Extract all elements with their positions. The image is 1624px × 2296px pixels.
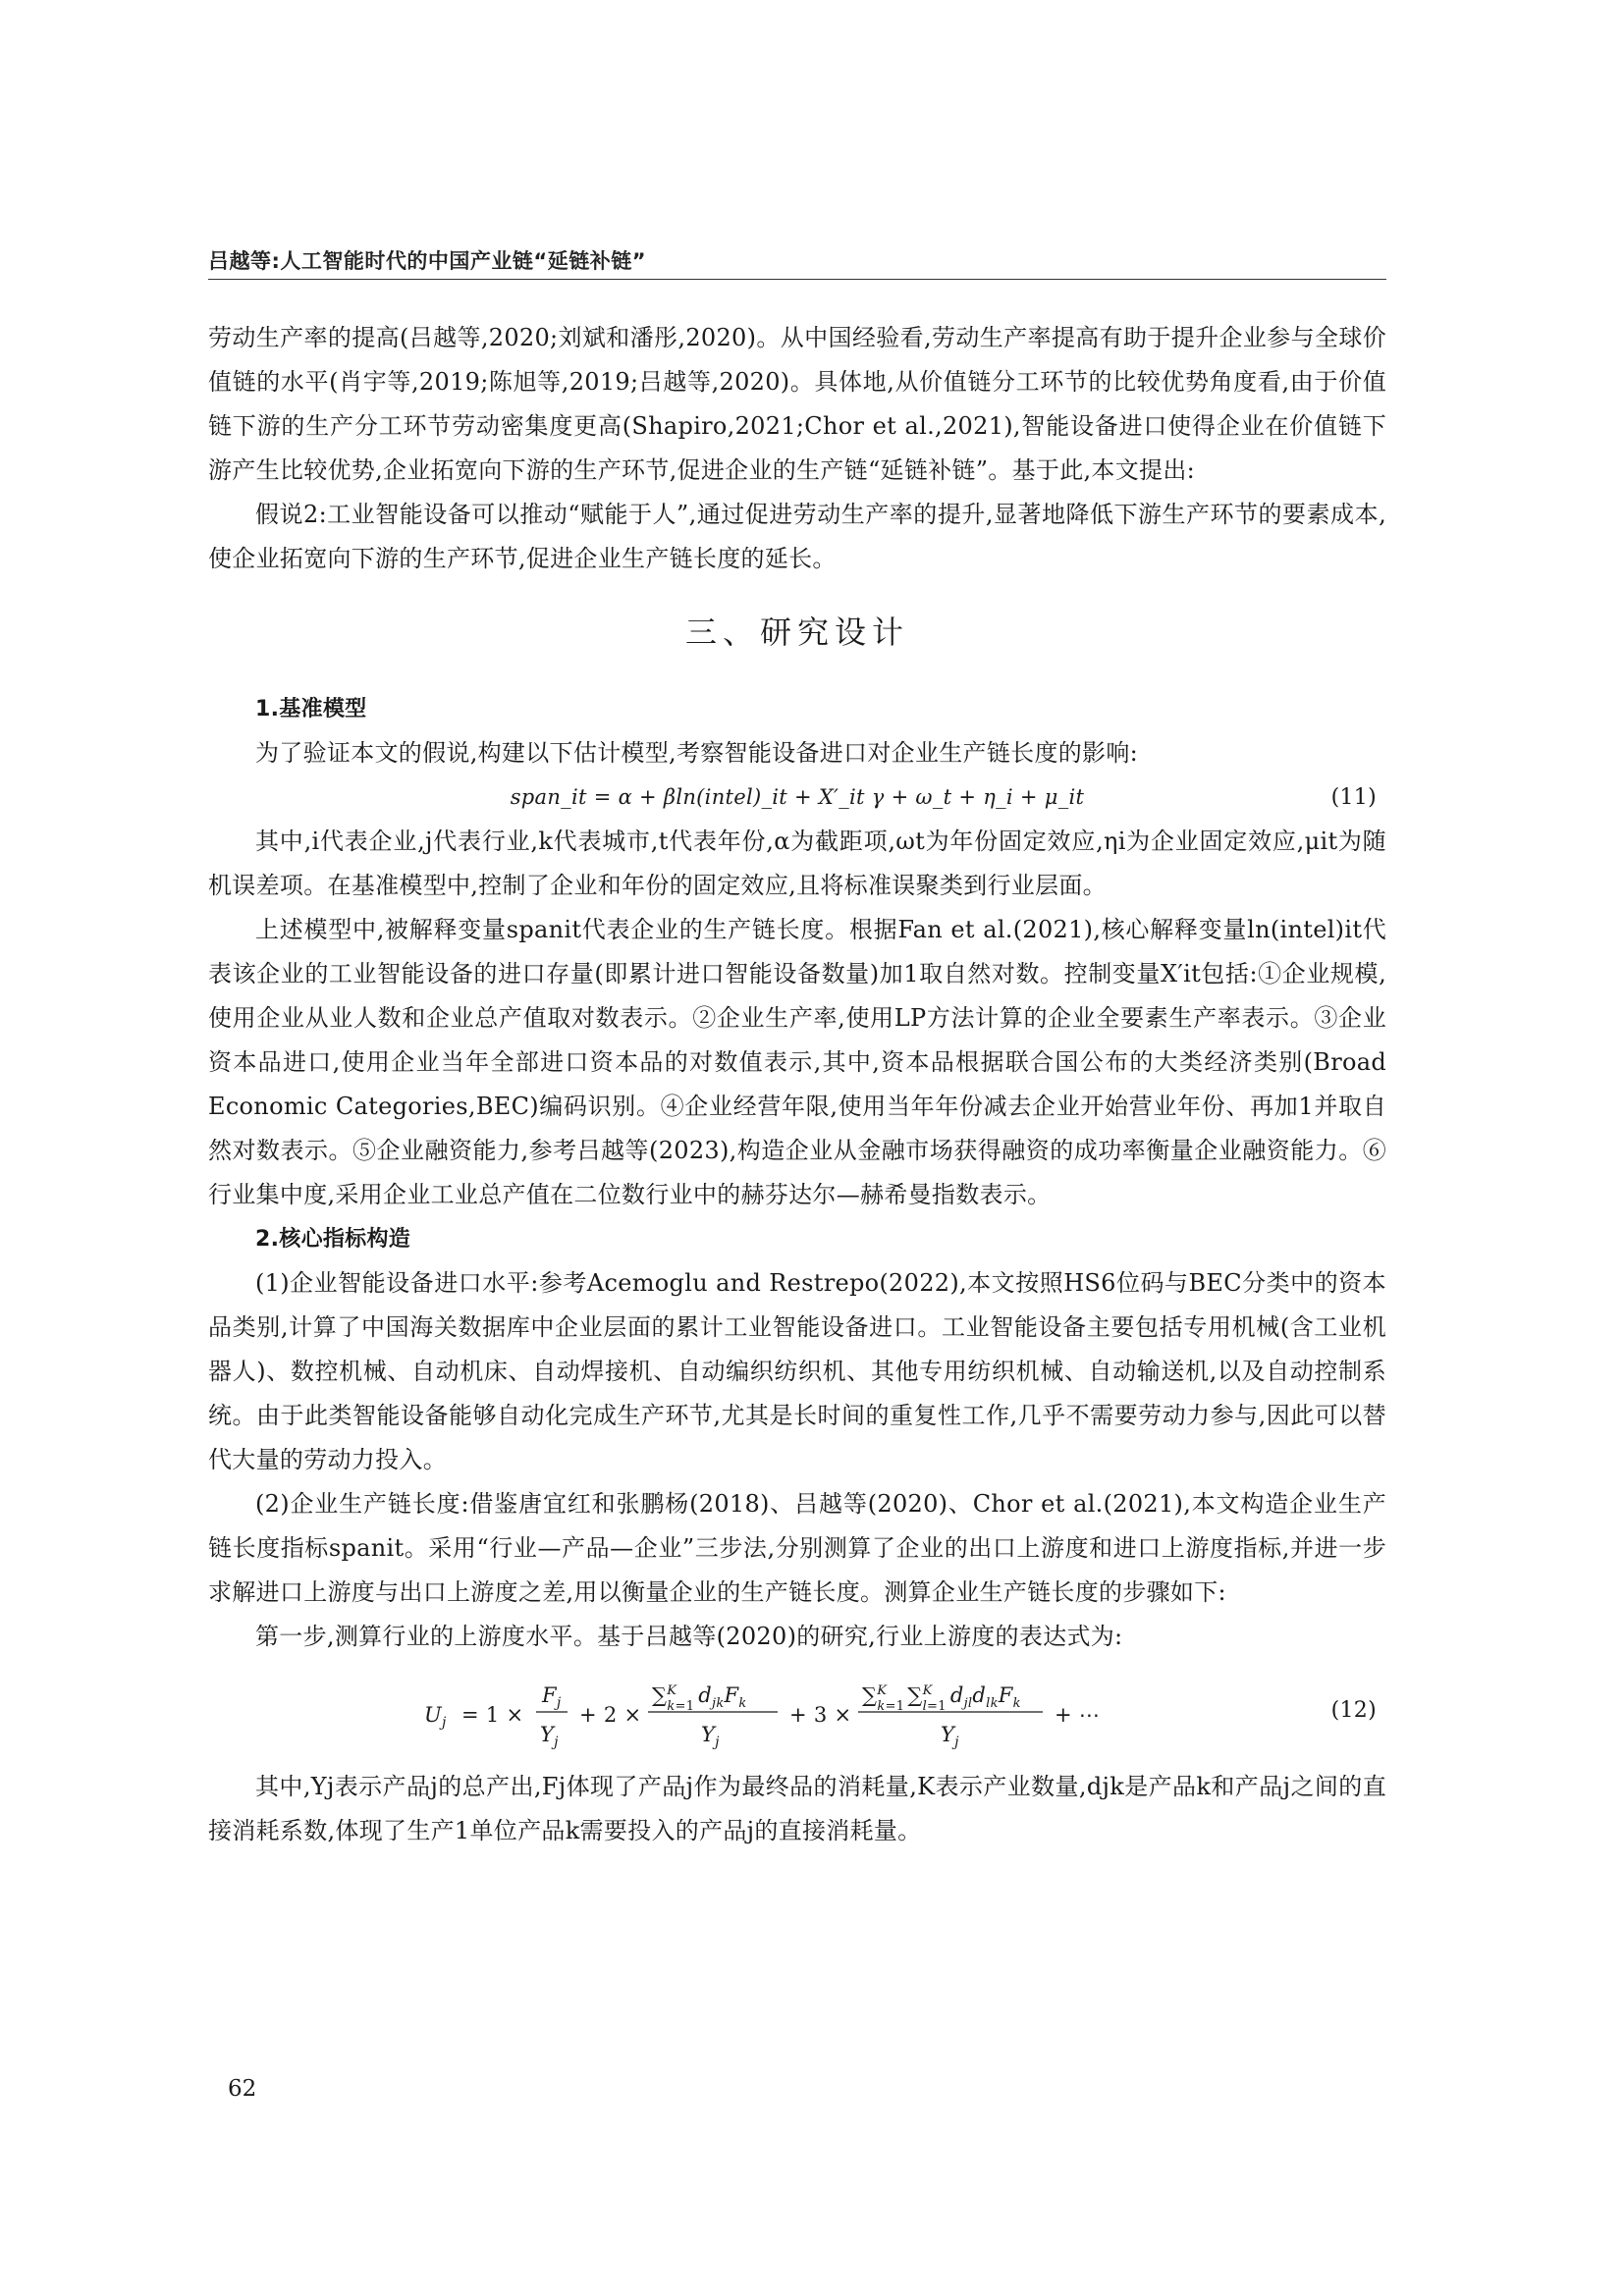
equation-11-body: span_it = α + βln(intel)_it + X′_it γ + ω_t + η_i + μ_it [510,785,1085,809]
svg-text:∑Kk=1∑Kl=1djldlkFk: ∑$^K$ k=1 ∑$^K$ l=1 $d_{jl}d_{lk}F_k$ [862,1683,1021,1714]
subheading-core-indicators: 2.核心指标构造 [255,1227,411,1252]
svg-text:+ 3 ×: + 3 × [789,1703,852,1727]
paragraph-1: 劳动生产率的提高(吕越等,2020;刘斌和潘彤,2020)。从中国经验看,劳动生产率提高有助于提升企业参与全球价值链的水平(肖宇等,2019;陈旭等,2019;吕越等,2020)。具体地,从价值链分工环节的比较优势角度看,由于价值链下游的生产分工环节劳动密集度更高(Shapiro,2021;Chor et al.,2021),智能设备进口使得企业在价值链下游产生比较优势,企业拓宽向下游的生产环节,促进企业的生产链“延链补链”。基于此,本文提出: [208,324,1386,484]
equation-12-formula [405,1667,1210,1760]
subheading-baseline-model: 1.基准模型 [255,697,367,721]
svg-text:∑Kk=1djkFk: ∑$^K$ k=1 $d_{jk}F_k$ [652,1683,747,1714]
paragraph-intelligent-imports: (1)企业智能设备进口水平:参考Acemoglu and Restrepo(2022),本文按照HS6位码与BEC分类中的资本品类别,计算了中国海关数据库中企业层面的累计工业智能设备进口。工业智能设备主要包括专用机械(含工业机器人)、数控机械、自动机床、自动焊接机、自动编织纺织机、其他专用纺织机械、自动输送机,以及自动控制系统。由于此类智能设备能够自动化完成生产环节,尤其是长时间的重复性工作,几乎不需要劳动力参与,因此可以替代大量的劳动力投入。 [208,1269,1386,1473]
header-rule [208,279,1386,280]
equation-11 [208,775,1386,820]
svg-text:Yj: $Y_j$ [540,1723,559,1750]
svg-text:+ ⋯: + ⋯ [1055,1703,1101,1727]
hypothesis-2: 假说2:工业智能设备可以推动“赋能于人”,通过促进劳动生产率的提升,显著地降低下游生产环节的要素成本,使企业拓宽向下游的生产环节,促进企业生产链长度的延长。 [208,501,1386,572]
equation-11-number: (11) [1330,785,1377,810]
svg-text:Uj: $U_j$ [424,1703,447,1731]
equation-12-number: (12) [1330,1698,1377,1723]
paragraph-upstream-notation: 其中,Yj表示产品j的总产出,Fj体现了产品j作为最终品的消耗量,K表示产业数量,djk是产品k和产品j之间的直接消耗系数,体现了生产1单位产品k需要投入的产品j的直接消耗量。 [208,1773,1386,1844]
running-header: 吕越等:人工智能时代的中国产业链“延链补链” [208,249,646,273]
svg-text:= 1 ×: = 1 × [461,1703,524,1727]
article-body [208,316,1386,1853]
equation-12 [208,1663,1386,1761]
paragraph-chain-length: (2)企业生产链长度:借鉴唐宜红和张鹏杨(2018)、吕越等(2020)、Chor et al.(2021),本文构造企业生产链长度指标spanit。采用“行业—产品—企业”三步法,分别测算了企业的出口上游度和进口上游度指标,并进一步求解进口上游度与出口上游度之差,用以衡量企业的生产链长度。测算企业生产链长度的步骤如下: [208,1490,1386,1606]
svg-text:Yj: $Y_j$ [941,1723,959,1750]
paragraph-model-intro: 为了验证本文的假说,构建以下估计模型,考察智能设备进口对企业生产链长度的影响: [255,739,1139,767]
svg-text:+ 2 ×: + 2 × [579,1703,642,1727]
svg-text:Fj: $F_j$ [542,1683,562,1711]
svg-text:Yj: $Y_j$ [701,1723,720,1750]
paragraph-variable-notation: 其中,i代表企业,j代表行业,k代表城市,t代表年份,α为截距项,ωt为年份固定效应,ηi为企业固定效应,μit为随机误差项。在基准模型中,控制了企业和年份的固定效应,且将标准误聚类到行业层面。 [208,828,1386,899]
paragraph-step-one: 第一步,测算行业的上游度水平。基于吕越等(2020)的研究,行业上游度的表达式为: [255,1623,1123,1650]
page-number: 62 [228,2076,257,2102]
paragraph-variables: 上述模型中,被解释变量spanit代表企业的生产链长度。根据Fan et al.(2021),核心解释变量ln(intel)it代表该企业的工业智能设备的进口存量(即累计进口智能设备数量)加1取自然对数。控制变量X′it包括:①企业规模,使用企业从业人数和企业总产值取对数表示。②企业生产率,使用LP方法计算的企业全要素生产率表示。③企业资本品进口,使用企业当年全部进口资本品的对数值表示,其中,资本品根据联合国公布的大类经济类别(Broad Economic Categories,BEC)编码识别。④企业经营年限,使用当年年份减去企业开始营业年份、再加1并取自然对数表示。⑤企业融资能力,参考吕越等(2023),构造企业从金融市场获得融资的成功率衡量企业融资能力。⑥行业集中度,采用企业工业总产值在二位数行业中的赫芬达尔—赫希曼指数表示。 [208,916,1386,1208]
section-title: 三、研究设计 [684,614,909,651]
